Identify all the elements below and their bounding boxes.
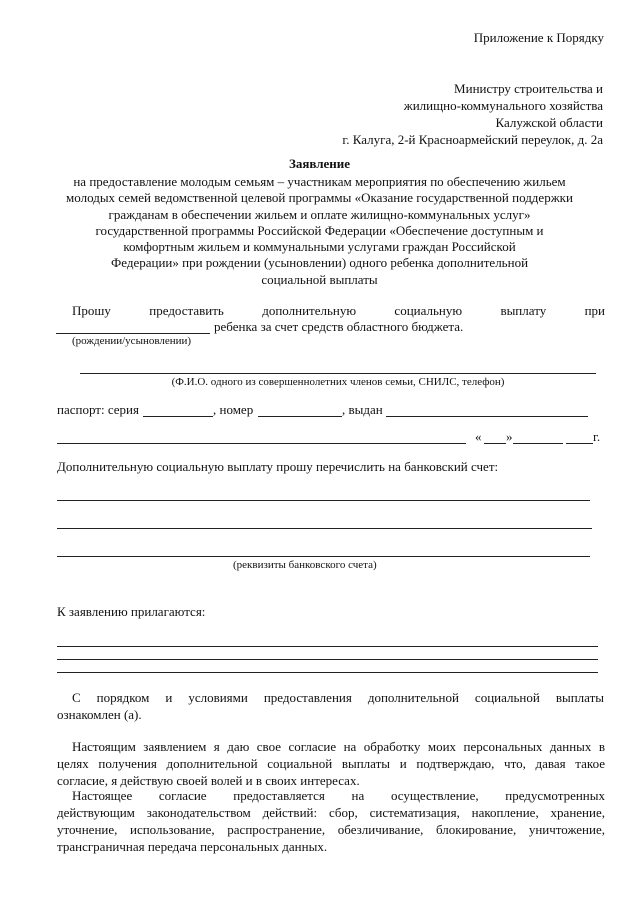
- consent-line: уточнение, использование, распространение, обезличивание, блокирование, уничтожение,: [57, 822, 605, 837]
- issued-by-field[interactable]: [57, 443, 466, 444]
- document-title: Заявление: [288, 156, 351, 171]
- bank-details-field[interactable]: [57, 556, 590, 557]
- consent-line: Настоящим заявлением я даю свое согласие на обработку моих персональных данных в: [72, 739, 605, 754]
- consent-paragraph: [57, 738, 605, 789]
- title-line: гражданам в обеспечении жильем и оплате жилищно-коммунальных услуг»: [108, 206, 531, 222]
- title-line: на предоставление молодым семьям – участникам мероприятия по обеспечению жильем: [73, 174, 566, 189]
- title-line: молодых семей ведомственной целевой программы «Оказание государственной поддержки: [66, 190, 573, 206]
- passport-issued-field[interactable]: [386, 416, 588, 417]
- request-word: социальную: [394, 303, 463, 318]
- request-word: выплату: [500, 303, 547, 318]
- date-close-quote: »: [506, 429, 513, 444]
- request-line-2: ребенка за счет средств областного бюджета.: [214, 319, 464, 334]
- bank-details-field[interactable]: [57, 500, 590, 501]
- request-line-1: [72, 303, 605, 319]
- title-line: государственной программы Российской Федерации «Обеспечение доступным и: [95, 222, 544, 238]
- acknowledgement-paragraph: [57, 689, 604, 723]
- request-word: предоставить: [149, 303, 224, 318]
- date-open-quote: «: [475, 429, 482, 444]
- consent-line: согласие, я действую своей волей и в своих интересах.: [57, 773, 360, 788]
- consent-paragraph-2: [57, 787, 605, 855]
- acknowledgement-line: ознакомлен (а).: [57, 707, 142, 722]
- passport-number-field[interactable]: [258, 416, 342, 417]
- passport-number-label: , номер: [213, 402, 254, 417]
- birth-adoption-field[interactable]: [56, 333, 210, 334]
- consent-line: трансграничная передача персональных данных.: [57, 839, 328, 854]
- request-word: дополнительную: [262, 303, 357, 318]
- consent-line: Настоящее согласие предоставляется на осуществление, предусмотренных: [72, 788, 605, 803]
- addressee-line: Министру строительства и: [454, 81, 603, 96]
- acknowledgement-line: С порядком и условиями предоставления дополнительной социальной выплаты: [72, 690, 604, 705]
- addressee-line: жилищно-коммунального хозяйства: [403, 98, 603, 113]
- date-month-field[interactable]: [513, 443, 563, 444]
- bank-account-label: Дополнительную социальную выплату прошу перечислить на банковский счет:: [57, 459, 499, 474]
- passport-issued-label: , выдан: [342, 402, 383, 417]
- applicant-field[interactable]: [80, 373, 596, 374]
- title-line: Федерации» при рождении (усыновлении) одного ребенка дополнительной: [110, 255, 529, 271]
- bank-details-field[interactable]: [57, 528, 592, 529]
- addressee-line: г. Калуга, 2-й Красноармейский переулок, д. 2а: [342, 132, 603, 147]
- date-year-field[interactable]: [566, 443, 593, 444]
- title-line: комфортным жильем и коммунальными услугами граждан Российской: [123, 239, 516, 255]
- request-word: при: [584, 303, 605, 318]
- consent-line: целях получения дополнительной социальной выплаты и подтверждаю, что, давая такое: [57, 756, 605, 771]
- appendix-label: Приложение к Порядку: [473, 30, 604, 45]
- bank-details-hint: (реквизиты банковского счета): [233, 559, 377, 571]
- addressee-line: Калужской области: [495, 115, 603, 130]
- title-line: социальной выплаты: [261, 271, 378, 287]
- year-suffix: г.: [593, 429, 601, 444]
- birth-adoption-hint: (рождении/усыновлении): [72, 335, 192, 347]
- attachment-field[interactable]: [57, 646, 598, 647]
- passport-series-field[interactable]: [143, 416, 213, 417]
- addressee-block: [342, 80, 603, 148]
- passport-series-label: паспорт: серия: [57, 402, 139, 417]
- request-word: Прошу: [72, 303, 111, 318]
- consent-line: действующим законодательством действий: сбор, систематизация, накопление, хранение,: [57, 805, 605, 820]
- date-day-field[interactable]: [484, 443, 506, 444]
- attachment-field[interactable]: [57, 659, 598, 660]
- title-description: [0, 174, 639, 288]
- applicant-hint: (Ф.И.О. одного из совершеннолетних членов семьи, СНИЛС, телефон): [171, 376, 505, 388]
- attachments-label: К заявлению прилагаются:: [57, 604, 206, 619]
- attachment-field[interactable]: [57, 672, 598, 673]
